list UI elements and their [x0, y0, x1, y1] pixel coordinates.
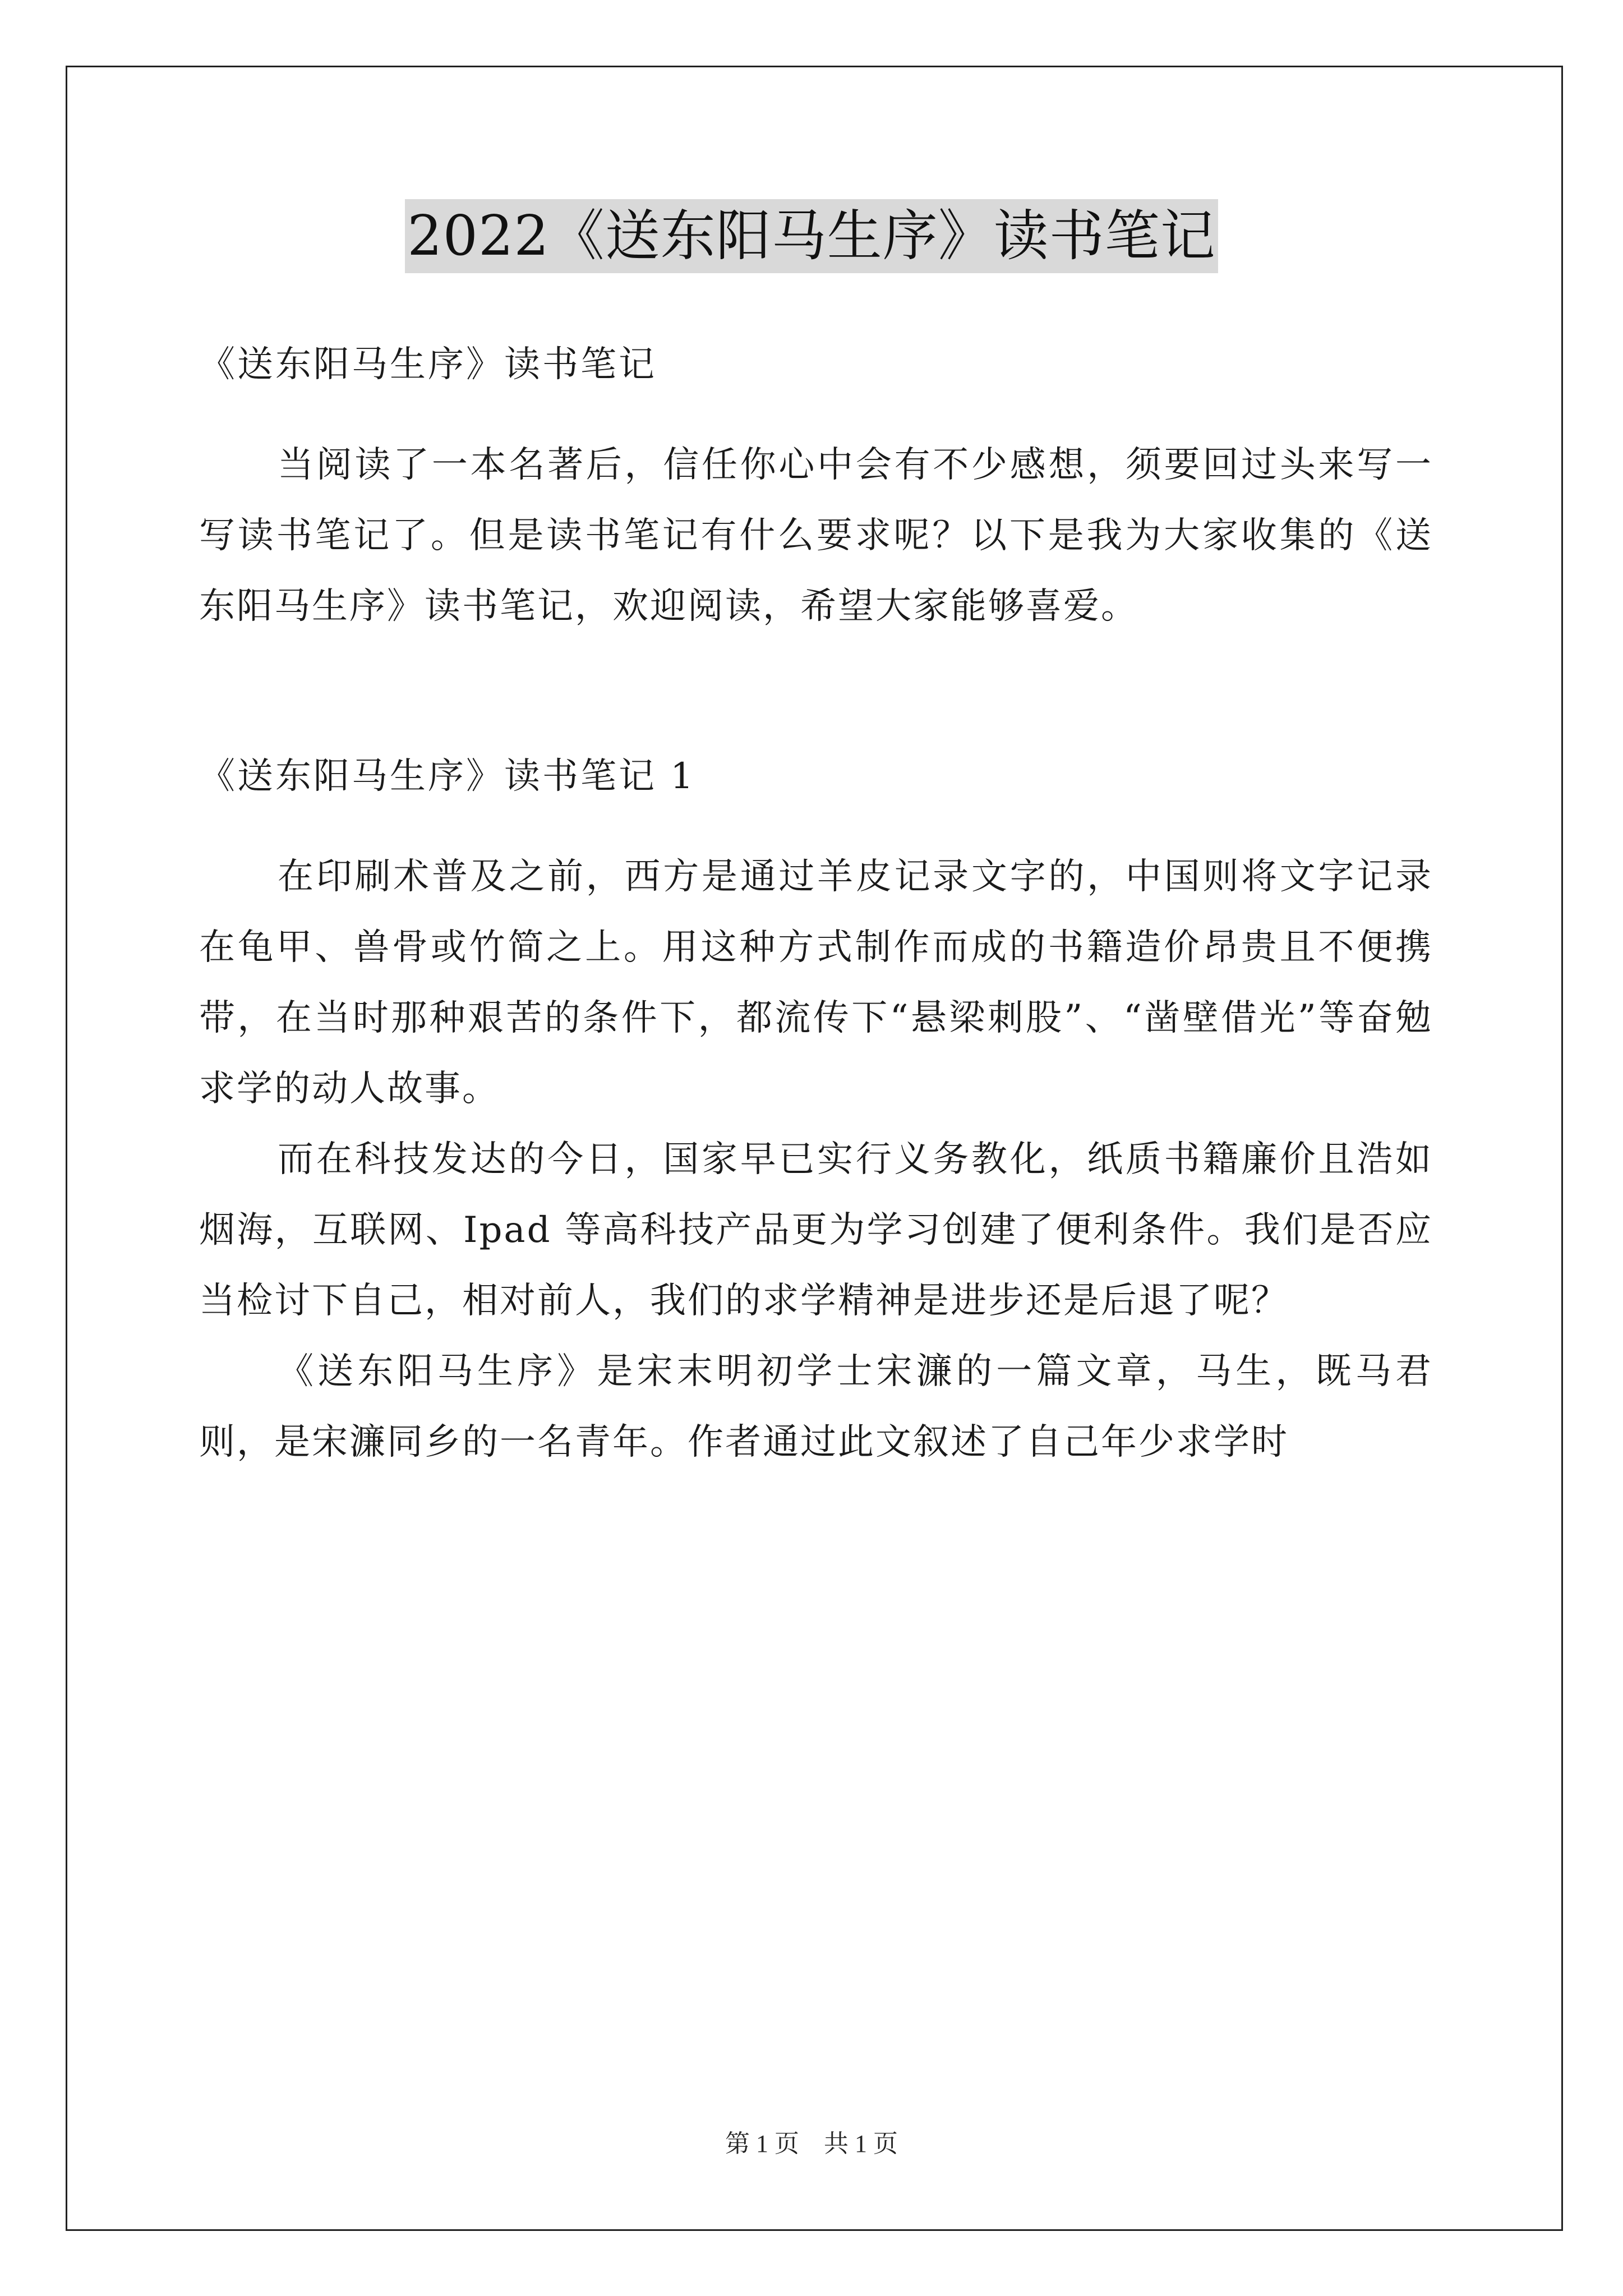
document-body [199, 337, 1433, 1478]
paragraph: 当阅读了一本名著后，信任你心中会有不少感想，须要回过头来写一写读书笔记了。但是读书笔记有什么要求呢？以下是我为大家收集的《送东阳马生序》读书笔记，欢迎阅读，希望大家能够喜爱。 [199, 444, 1433, 627]
paragraph: 在印刷术普及之前，西方是通过羊皮记录文字的，中国则将文字记录在龟甲、兽骨或竹简之上。用这种方式制作而成的书籍造价昂贵且不便携带，在当时那种艰苦的条件下，都流传下“悬梁刺股”、“凿壁借光”等奋勉求学的动人故事。 [199, 856, 1433, 1110]
paragraph: 《送东阳马生序》是宋末明初学士宋濂的一篇文章，马生，既马君则，是宋濂同乡的一名青年。作者通过此文叙述了自己年少求学时 [199, 1351, 1433, 1463]
paragraph: 而在科技发达的今日，国家早已实行义务教化，纸质书籍廉价且浩如烟海，互联网、Ipad 等高科技产品更为学习创建了便利条件。我们是否应当检讨下自己，相对前人，我们的求学精神是进步还是后退了呢？ [199, 1139, 1433, 1322]
page-footer: 第 1 页 共 1 页 [725, 2130, 898, 2157]
section-heading: 《送东阳马生序》读书笔记 [199, 344, 657, 385]
document-title: 2022《送东阳马生序》读书笔记 [405, 199, 1218, 273]
title-container [0, 199, 1623, 273]
section-heading: 《送东阳马生序》读书笔记 1 [199, 756, 696, 797]
